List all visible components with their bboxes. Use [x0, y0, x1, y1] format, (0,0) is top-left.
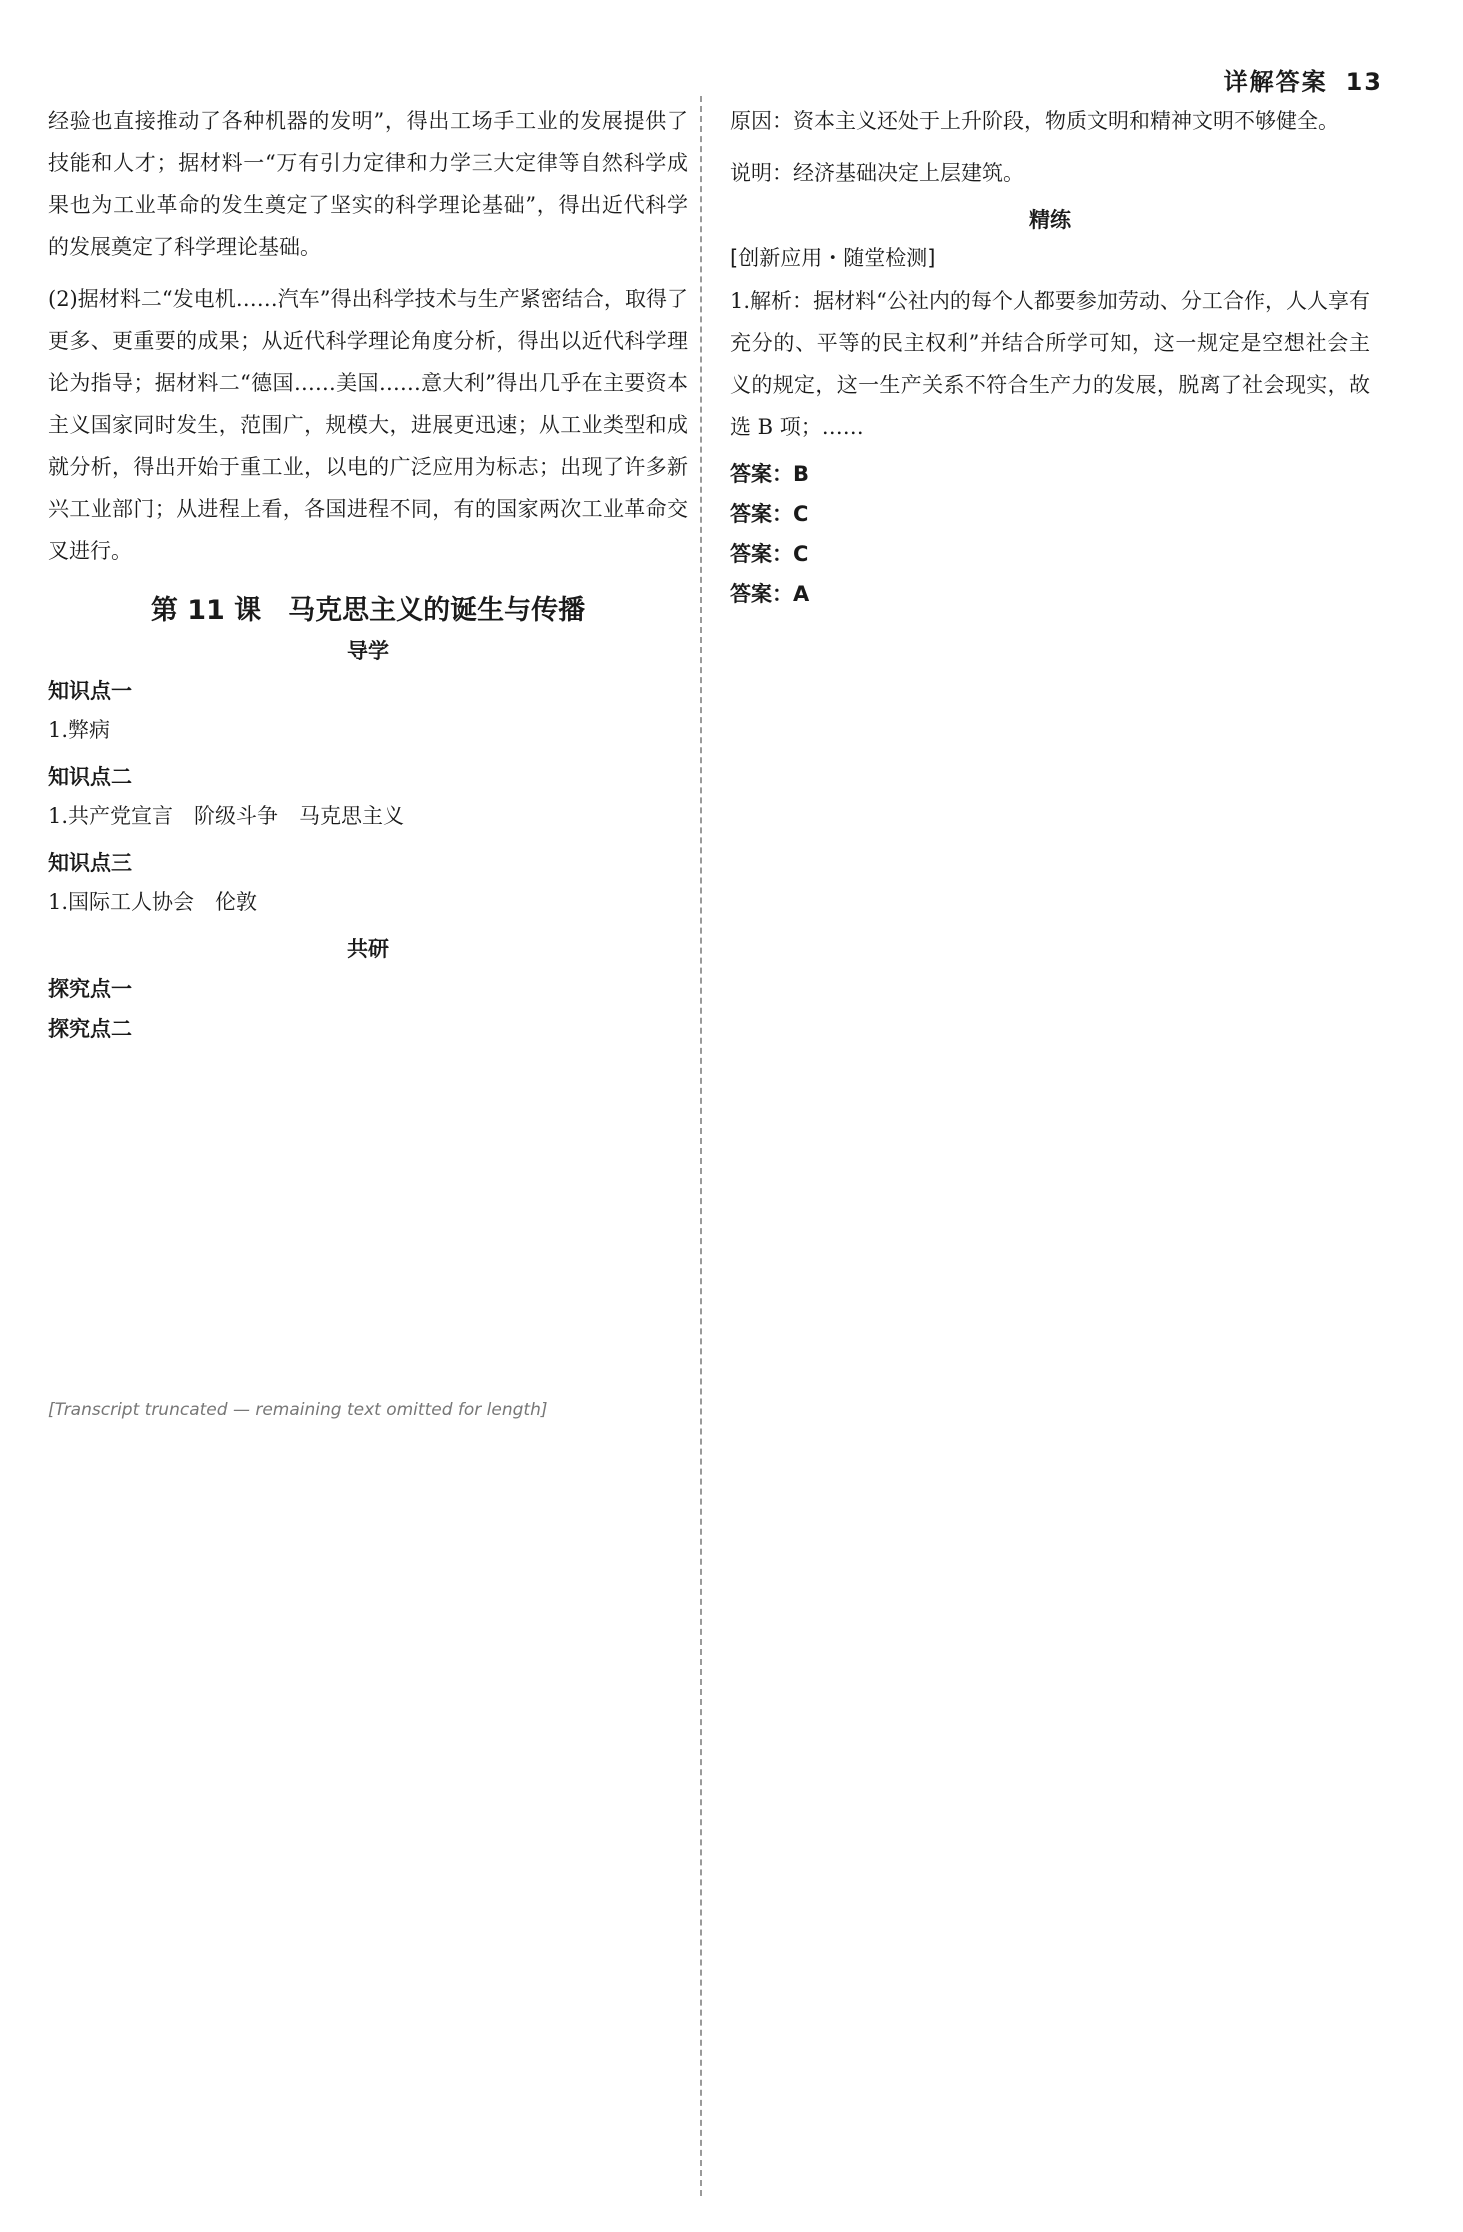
answer-2: 答案：C	[730, 502, 809, 526]
question-1: 1.解析：据材料“公社内的每个人都要参加劳动、分工合作，人人享有充分的、平等的民主权利”并结合所学可知，这一规定是空想社会主义的规定，这一生产关系不符合生产力的发展，脱离了社会现实，故选 B 项；……	[730, 289, 1370, 439]
right-paragraph-1: 原因：资本主义还处于上升阶段，物质文明和精神文明不够健全。	[730, 109, 1339, 133]
right-paragraph-2: 说明：经济基础决定上层建筑。	[730, 161, 1024, 185]
answer-1: 答案：B	[730, 462, 810, 486]
section-bracket-label: [创新应用・随堂检测]	[730, 246, 936, 270]
section-daoxue: 导学	[347, 639, 389, 663]
header-title: 详解答案	[1223, 68, 1328, 96]
knowledge-point-1: 知识点一	[48, 679, 132, 703]
right-column	[730, 100, 1370, 612]
page-header	[1224, 62, 1383, 97]
left-paragraph-1: 经验也直接推动了各种机器的发明”，得出工场手工业的发展提供了技能和人才；据材料一“万有引力定律和力学三大定律等自然科学成果也为工业革命的发生奠定了坚实的科学理论基础”，得出近代科学的发展奠定了科学理论基础。	[48, 109, 688, 259]
kp1-item: 1.弊病	[48, 718, 111, 742]
explore-point-1: 探究点一	[48, 977, 132, 1001]
kp3-item: 1.国际工人协会 伦敦	[48, 890, 258, 914]
left-paragraph-2: (2)据材料二“发电机……汽车”得出科学技术与生产紧密结合，取得了更多、更重要的成果；从近代科学理论角度分析，得出以近代科学理论为指导；据材料二“德国……美国……意大利”得出几乎在主要资本主义国家同时发生，范围广，规模大，进展更迅速；从工业类型和成就分析，得出开始于重工业，以电的广泛应用为标志；出现了许多新兴工业部门；从进程上看，各国进程不同，有的国家两次工业革命交叉进行。	[48, 287, 688, 563]
answer-4: 答案：A	[730, 582, 810, 606]
kp2-item: 1.共产党宣言 阶级斗争 马克思主义	[48, 804, 405, 828]
section-gongyan: 共研	[347, 937, 389, 961]
truncation-note: [Transcript truncated — remaining text omitted for length]	[48, 1400, 548, 1420]
column-divider	[700, 96, 702, 2196]
section-jinglian: 精练	[1029, 208, 1071, 232]
knowledge-point-2: 知识点二	[48, 765, 132, 789]
explore-point-2: 探究点二	[48, 1017, 132, 1041]
page-number: 13	[1345, 68, 1383, 96]
knowledge-point-3: 知识点三	[48, 851, 132, 875]
left-column	[48, 100, 688, 1047]
answer-3: 答案：C	[730, 542, 809, 566]
lesson-title: 第 11 课 马克思主义的诞生与传播	[150, 595, 586, 626]
